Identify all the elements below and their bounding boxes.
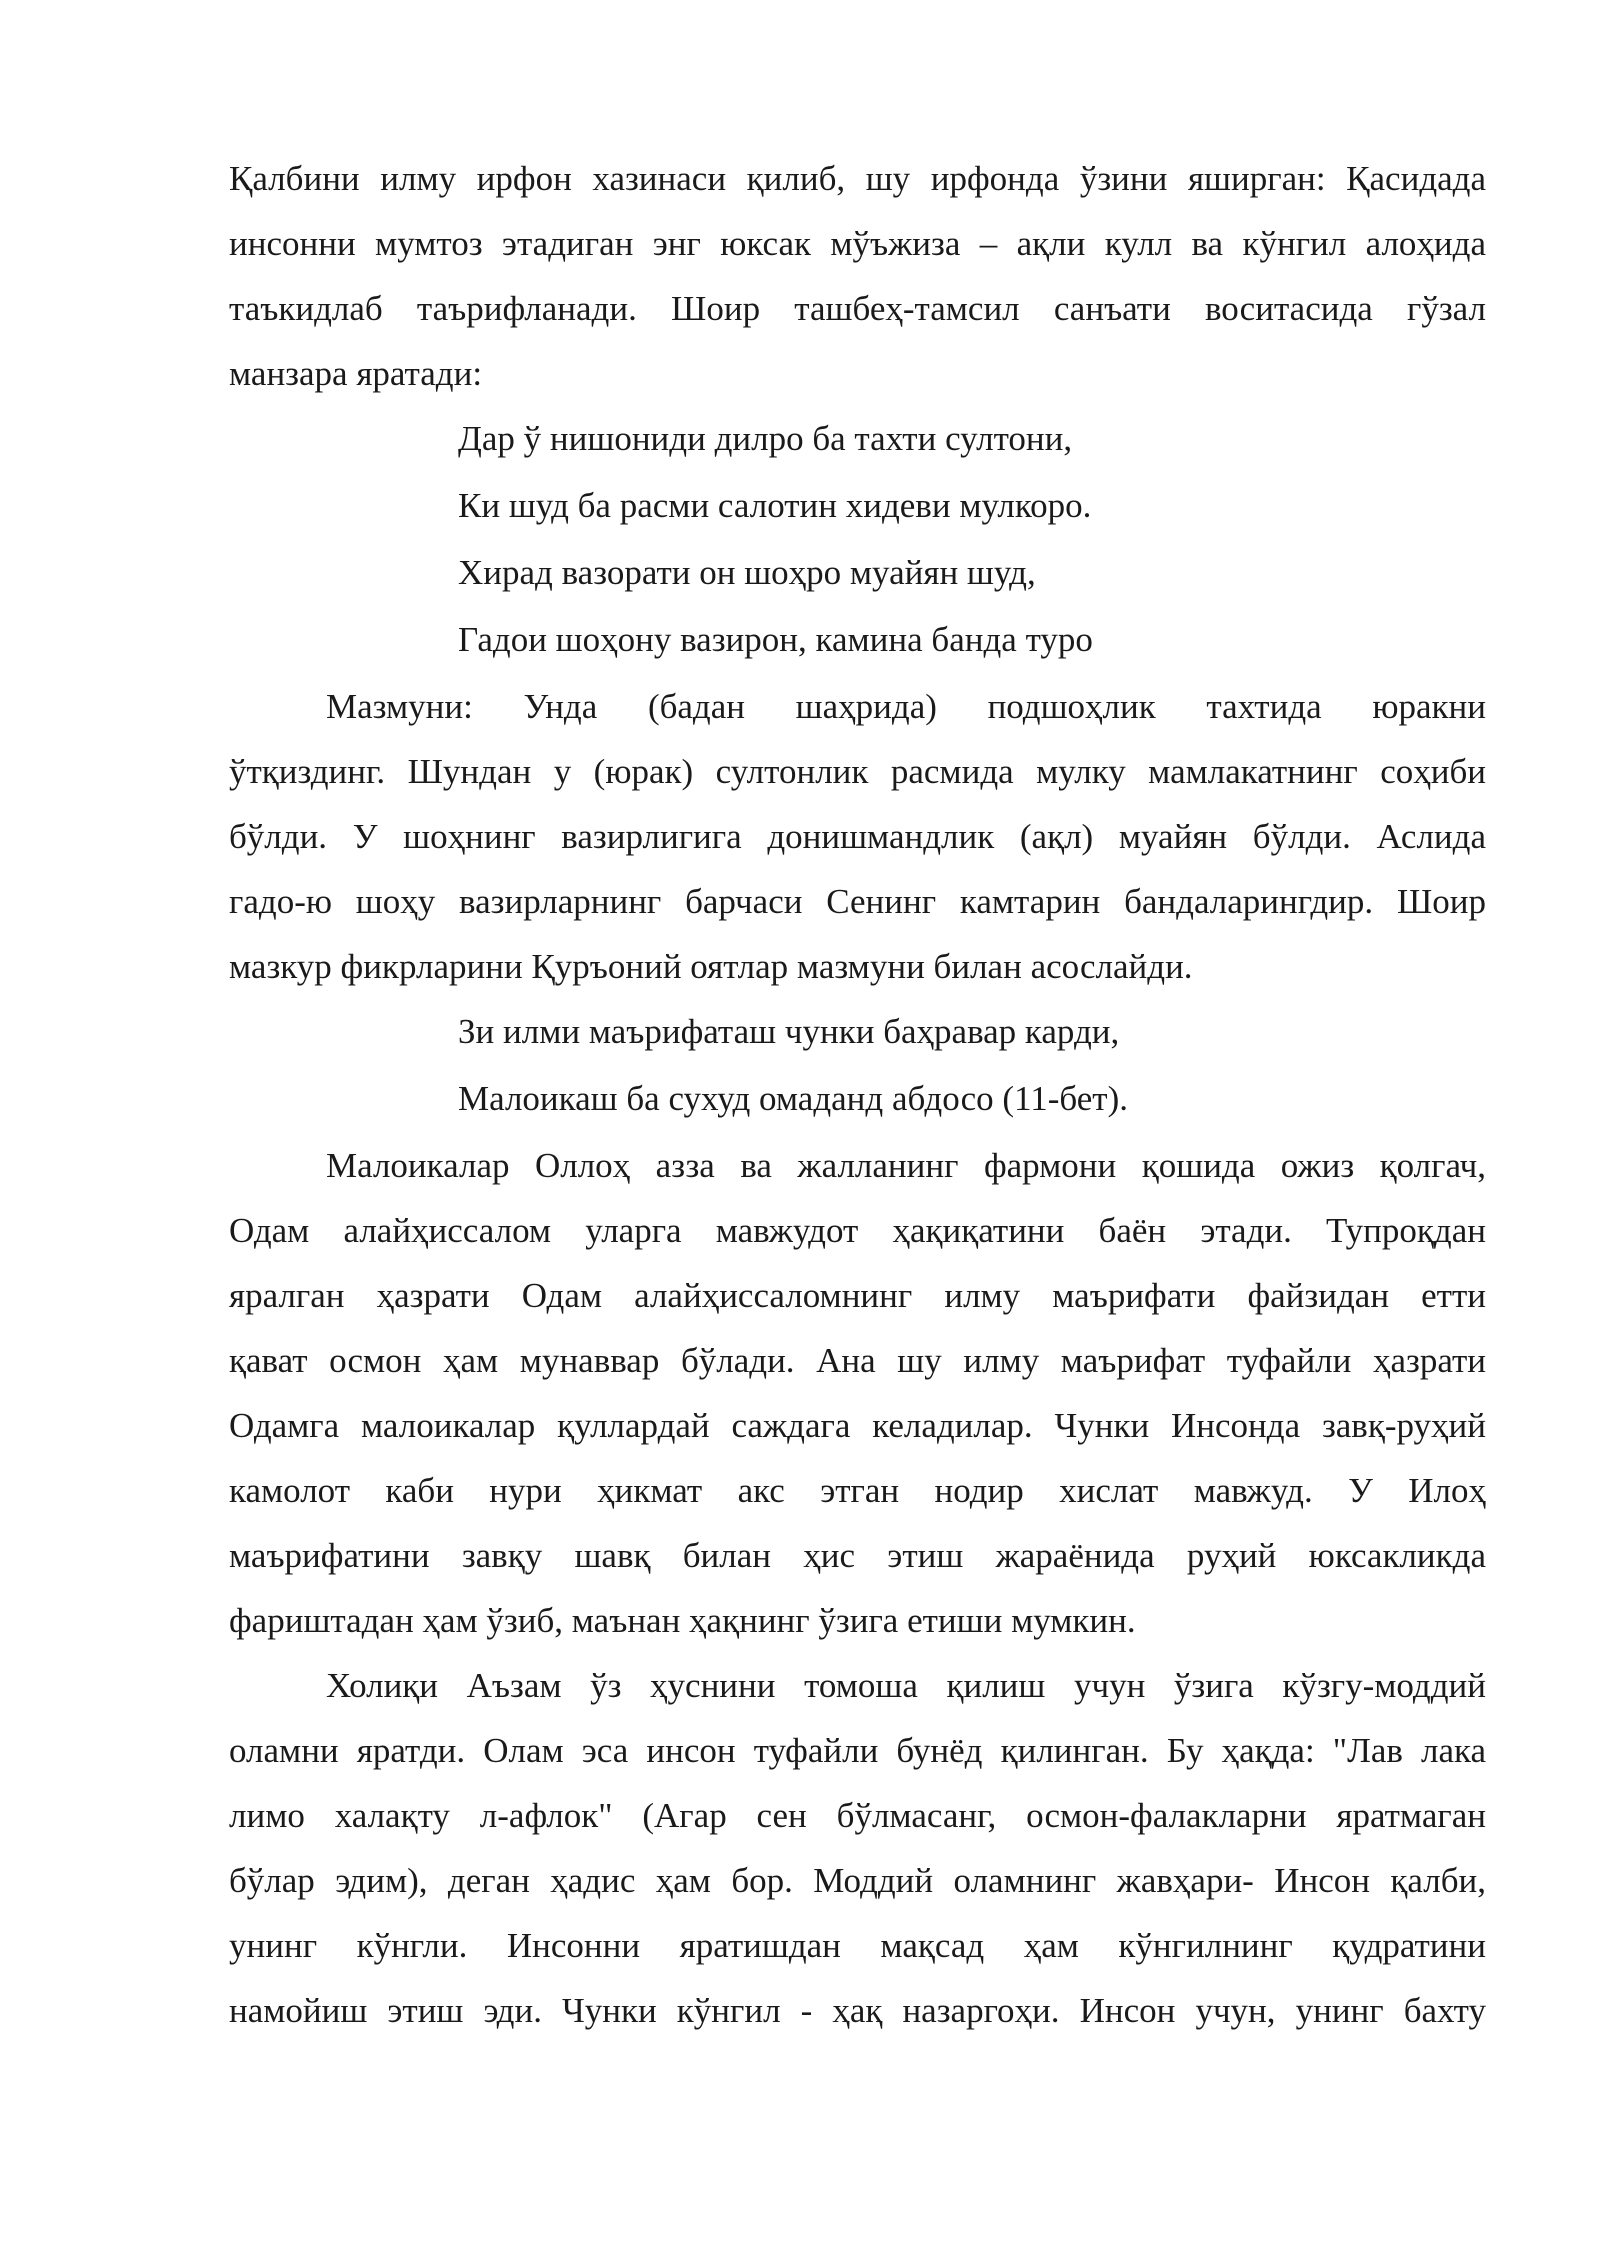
text-line: бўлди. У шоҳнинг вазирлигига донишмандлик (ақл) муайян бўлди. Аслида	[229, 817, 1486, 856]
text-line: Қалбини илму ирфон хазинаси қилиб, шу ирфонда ўзини яширган: Қасидада	[229, 159, 1486, 198]
text-line: ўтқиздинг. Шундан у (юрак) султонлик расмида мулку мамлакатнинг соҳиби	[229, 752, 1486, 791]
paragraph	[229, 146, 1486, 406]
text-line: мазкур фикрларини Қуръоний оятлар мазмуни билан асослайди.	[229, 947, 1193, 986]
text-line: оламни яратди. Олам эса инсон туфайли бунёд қилинган. Бу ҳақда: "Лав лака	[229, 1731, 1486, 1770]
text-line: камолот каби нури ҳикмат акс этган нодир хислат мавжуд. У Илоҳ	[229, 1471, 1486, 1510]
text-line: қават осмон ҳам мунаввар бўлади. Ана шу илму маърифат туфайли ҳазрати	[229, 1341, 1486, 1380]
text-line: фариштадан ҳам ўзиб, маънан ҳақнинг ўзига етиши мумкин.	[229, 1601, 1136, 1640]
verse-block	[229, 406, 1486, 674]
verse-line: Малоикаш ба сухуд омаданд абдосо (11-бет).	[458, 1079, 1128, 1118]
paragraph	[229, 1133, 1486, 1653]
text-line: лимо халақту л-афлок" (Агар сен бўлмасанг, осмон-фалакларни яратмаган	[229, 1796, 1486, 1835]
text-line: Мазмуни: Унда (бадан шаҳрида) подшоҳлик тахтида юракни	[326, 687, 1486, 726]
text-line: гадо-ю шоҳу вазирларнинг барчаси Сенинг камтарин бандаларингдир. Шоир	[229, 882, 1486, 921]
text-line: Малоикалар Оллоҳ азза ва жалланинг фармони қошида ожиз қолгач,	[326, 1146, 1486, 1185]
verse-line: Ки шуд ба расми салотин хидеви мулкоро.	[458, 486, 1092, 525]
text-line: инсонни мумтоз этадиган энг юксак мўъжиза – ақли кулл ва кўнгил алоҳида	[229, 224, 1486, 263]
paragraph	[229, 674, 1486, 999]
verse-line: Дар ў нишониди дилро ба тахти султони,	[458, 419, 1073, 458]
text-line: таъкидлаб таърифланади. Шоир ташбеҳ-тамсил санъати воситасида гўзал	[229, 289, 1486, 328]
text-line: манзара яратади:	[229, 354, 483, 393]
text-line: унинг кўнгли. Инсонни яратишдан мақсад ҳам кўнгилнинг қудратини	[229, 1926, 1486, 1965]
verse-line: Хирад вазорати он шоҳро муайян шуд,	[458, 553, 1036, 592]
text-line: бўлар эдим), деган ҳадис ҳам бор. Моддий оламнинг жавҳари- Инсон қалби,	[229, 1861, 1486, 1900]
verse-line: Зи илми маърифаташ чунки баҳравар карди,	[458, 1012, 1120, 1051]
text-line: маърифатини завқу шавқ билан ҳис этиш жараёнида руҳий юксакликда	[229, 1536, 1486, 1575]
text-line: яралган ҳазрати Одам алайҳиссаломнинг илму маърифати файзидан етти	[229, 1276, 1486, 1315]
verse-block	[229, 999, 1486, 1133]
text-line: Одамга малоикалар қуллардай саждага келадилар. Чунки Инсонда завқ-руҳий	[229, 1406, 1486, 1445]
text-line: Одам алайҳиссалом уларга мавжудот ҳақиқатини баён этади. Тупроқдан	[229, 1211, 1486, 1250]
paragraph	[229, 1653, 1486, 2043]
verse-line: Гадои шоҳону вазирон, камина банда туро	[458, 620, 1093, 659]
text-line: намойиш этиш эди. Чунки кўнгил - ҳақ назаргоҳи. Инсон учун, унинг бахту	[229, 1991, 1486, 2030]
text-line: Холиқи Аъзам ўз ҳуснини томоша қилиш учун ўзига кўзгу-моддий	[326, 1666, 1486, 1705]
document-body	[229, 146, 1486, 2043]
